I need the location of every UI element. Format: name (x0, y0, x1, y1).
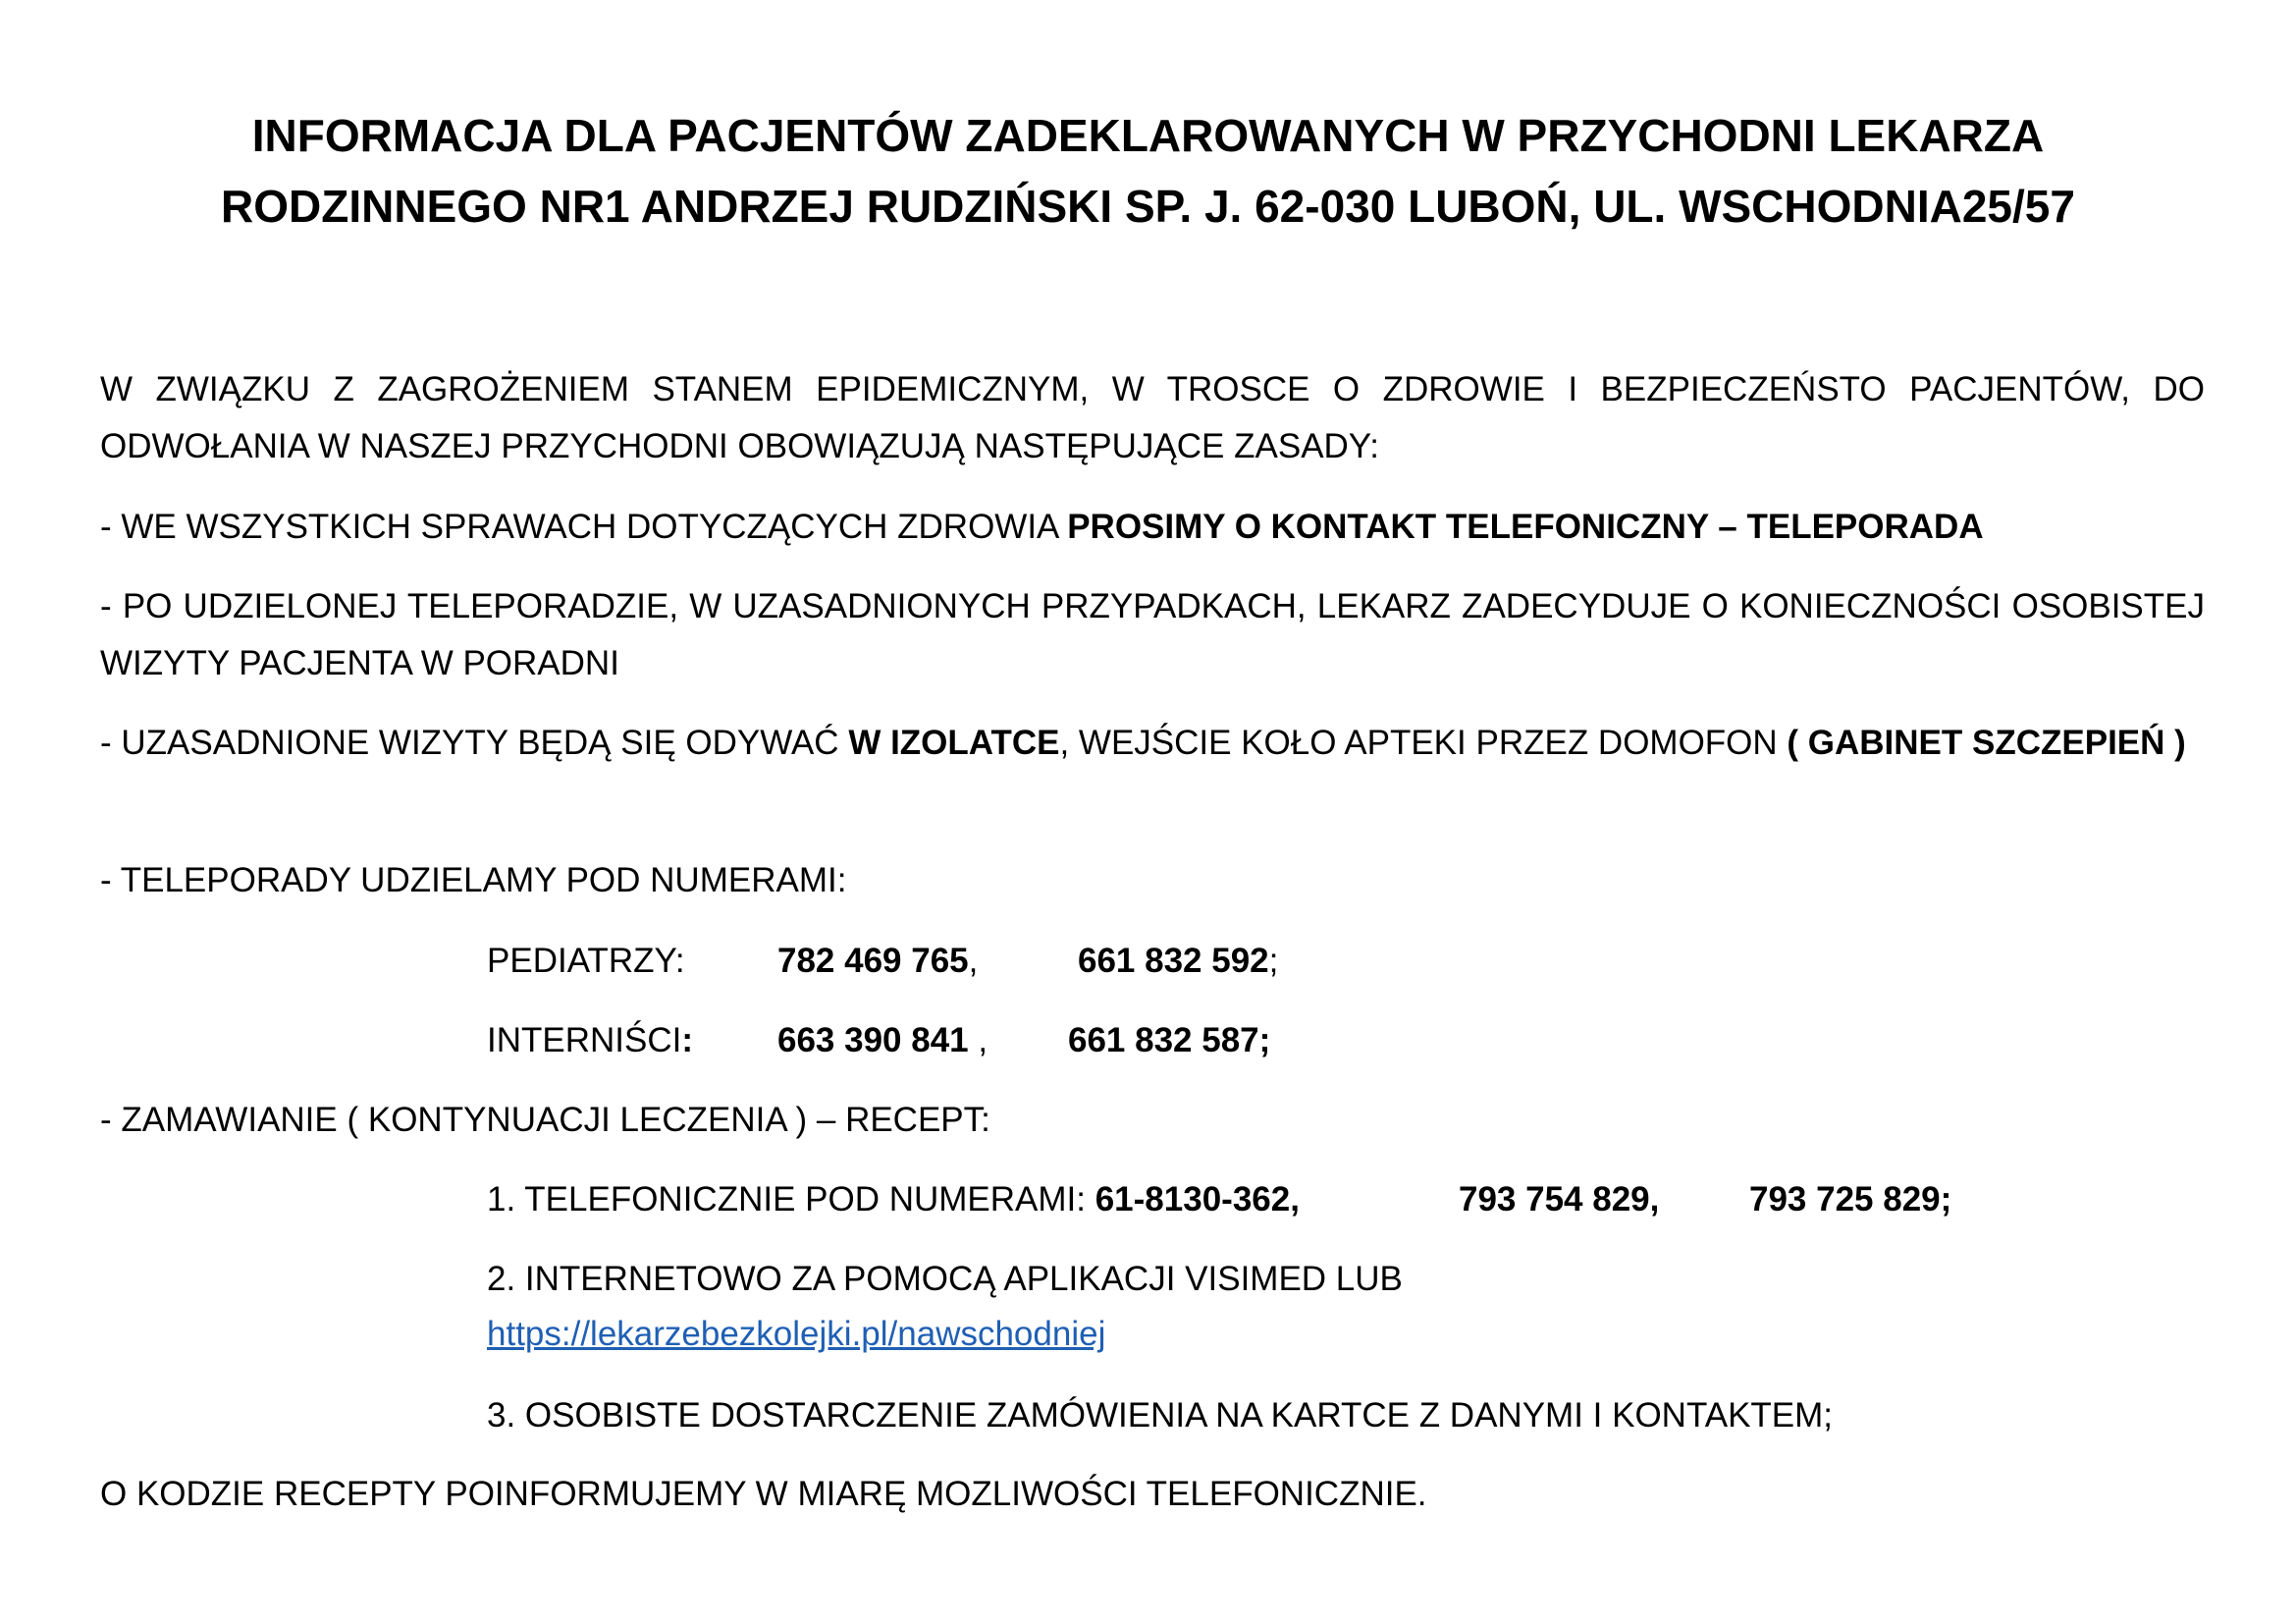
interniści-colon: : (681, 1021, 694, 1059)
rule-visits (100, 715, 2205, 772)
rule-contact-bold: PROSIMY O KONTAKT TELEFONICZNY – TELEPORADA (1067, 508, 1984, 546)
pediatrzy-label: PEDIATRZY: (487, 942, 685, 980)
order-item-1-phone-2 (1459, 1171, 1659, 1228)
interniści-phone-1 (777, 1012, 988, 1069)
rule-phone-header: - TELEPORADY UDZIELAMY POD NUMERAMI: (100, 861, 847, 899)
closing-paragraph: O KODZIE RECEPTY POINFORMUJEMY W MIARĘ MOZLIWOŚCI TELEFONICZNIE. (100, 1475, 1427, 1513)
title-line-2: RODZINNEGO NR1 ANDRZEJ RUDZIŃSKI SP. J. 62-030 LUBOŃ, UL. WSCHODNIA25/57 (221, 181, 2075, 232)
interniści-phone-2 (1068, 1012, 1270, 1069)
order-item-1 (487, 1171, 1300, 1228)
title-line-1: INFORMACJA DLA PACJENTÓW ZADEKLAROWANYCH W PRZYCHODNI LEKARZA (251, 110, 2045, 161)
interniści-label (487, 1012, 693, 1069)
pediatrzy-sep-1: , (968, 942, 979, 980)
pediatrzy-phone-2 (1078, 933, 1278, 990)
order-item-2-text: 2. INTERNETOWO ZA POMOCĄ APLIKACJI VISIMED LUB (487, 1260, 1403, 1298)
rule-teleporada: - PO UDZIELONEJ TELEPORADZIE, W UZASADNIONYCH PRZYPADKACH, LEKARZ ZADECYDUJE O KONIECZNOŚCI OSOBISTEJ WIZYTY PACJENTA W PORADNI (100, 587, 2205, 682)
rule-visits-bold-2: ( GABINET SZCZEPIEŃ ) (1787, 724, 2186, 762)
rule-prescription-header: - ZAMAWIANIE ( KONTYNUACJI LECZENIA ) – RECEPT: (100, 1101, 990, 1139)
pediatrzy-phone-1-number: 782 469 765 (777, 942, 969, 980)
order-item-2-link-wrap (487, 1306, 1105, 1363)
visimed-link[interactable]: https://lekarzebezkolejki.pl/nawschodniej (487, 1315, 1106, 1353)
rule-contact-text: - WE WSZYSTKICH SPRAWACH DOTYCZĄCYCH ZDROWIA (100, 508, 1068, 546)
interniści-sep-1: , (968, 1021, 988, 1059)
order-item-3: 3. OSOBISTE DOSTARCZENIE ZAMÓWIENIA NA KARTCE Z DANYMI I KONTAKTEM; (487, 1396, 1834, 1435)
interniści-phone-2-number: 661 832 587; (1068, 1021, 1271, 1059)
intro-paragraph: W ZWIĄZKU Z ZAGROŻENIEM STANEM EPIDEMICZNYM, W TROSCE O ZDROWIE I BEZPIECZEŃSTO PACJENTÓW, DO ODWOŁANIA W NASZEJ PRZYCHODNI OBOWIĄZUJĄ NASTĘPUJĄCE ZASADY: (100, 370, 2205, 465)
order-item-1-phone-1: 61-8130-362, (1095, 1180, 1300, 1218)
interniści-phone-1-number: 663 390 841 (777, 1021, 969, 1059)
interniści-label-text: INTERNIŚCI (487, 1021, 682, 1059)
rule-visits-text-1: - UZASADNIONE WIZYTY BĘDĄ SIĘ ODYWAĆ (100, 724, 849, 762)
order-item-1-text: 1. TELEFONICZNIE POD NUMERAMI: (487, 1180, 1095, 1218)
pediatrzy-sep-2: ; (1268, 942, 1279, 980)
order-item-1-phone-3 (1749, 1171, 1951, 1228)
order-item-1-phone-3-number: 793 725 829; (1749, 1180, 1952, 1218)
pediatrzy-phone-2-number: 661 832 592 (1078, 942, 1269, 980)
rule-visits-text-2: , WEJŚCIE KOŁO APTEKI PRZEZ DOMOFON (1059, 724, 1788, 762)
rule-contact (100, 499, 2205, 556)
rule-visits-bold-1: W IZOLATCE (848, 724, 1060, 762)
pediatrzy-phone-1 (777, 933, 978, 990)
order-item-1-phone-2-number: 793 754 829, (1459, 1180, 1660, 1218)
